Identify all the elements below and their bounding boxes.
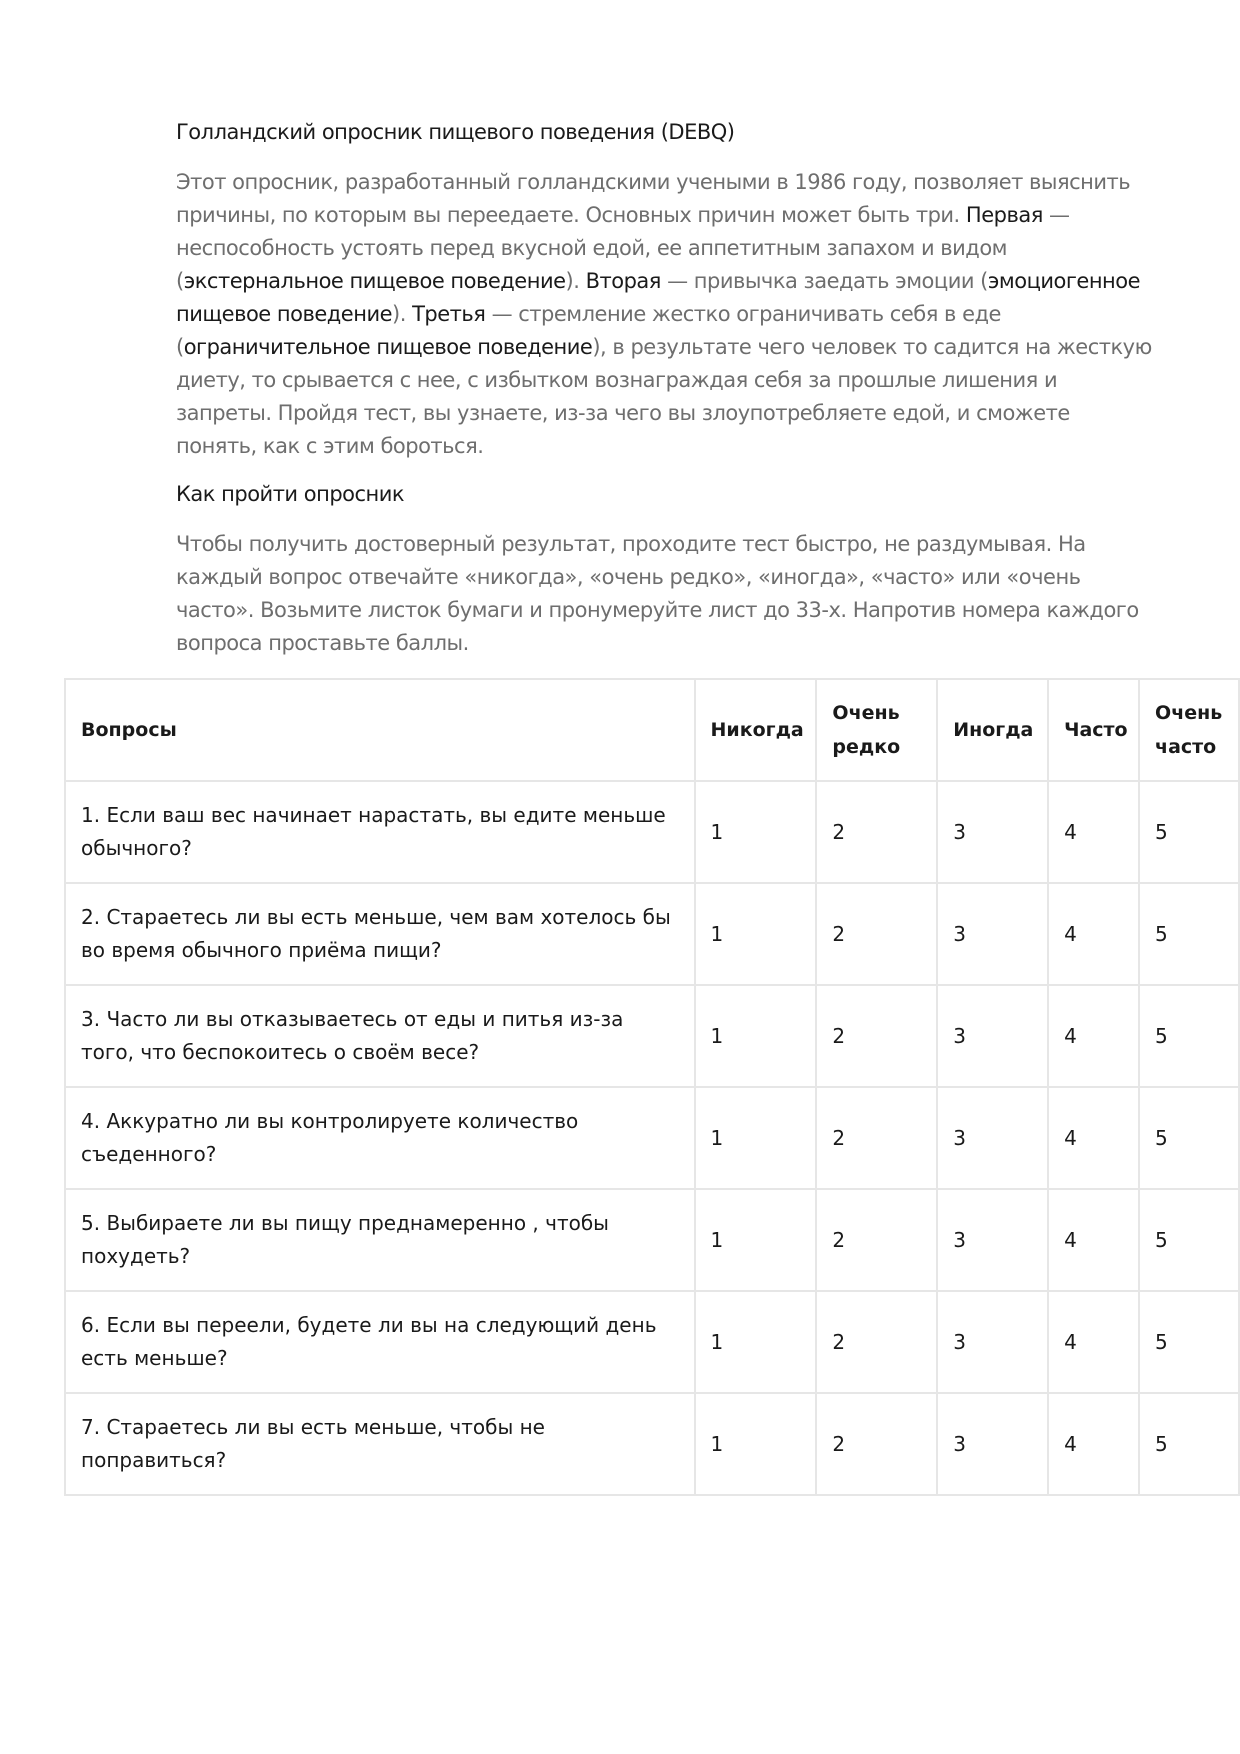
score-cell: 3 [937, 1393, 1048, 1495]
intro-text-7: ), в результате чего человек то садится на жесткую диету, то срывается с нее, с избытком вознаграждая себя за прошлые лишения и запреты. Пройдя тест, вы узнаете, из-за чего вы злоупотребляете едой, и сможете понять, как с этим бороться. [176, 335, 1152, 458]
header-sometimes: Иногда [937, 679, 1048, 781]
document-title: Голландский опросник пищевого поведения (DEBQ) [176, 120, 735, 144]
question-text: 1. Если ваш вес начинает нарастать, вы едите меньше обычного? [65, 781, 695, 883]
question-text: 6. Если вы переели, будете ли вы на следующий день есть меньше? [65, 1291, 695, 1393]
instructions-paragraph: Чтобы получить достоверный результат, проходите тест быстро, не раздумывая. На каждый вопрос отвечайте «никогда», «очень редко», «иногда», «часто» или «очень часто». Возьмите листок бумаги и пронумеруйте лист до 33-х. Напротив номера каждого вопроса проставьте баллы. [176, 532, 1139, 655]
table-row [65, 781, 1239, 883]
score-cell: 5 [1139, 1393, 1239, 1495]
score-cell: 1 [695, 1189, 817, 1291]
header-very-often: Очень часто [1139, 679, 1239, 781]
score-cell: 1 [695, 985, 817, 1087]
table-row [65, 883, 1239, 985]
score-cell: 5 [1139, 1189, 1239, 1291]
header-often: Часто [1048, 679, 1139, 781]
table-header-row [65, 679, 1239, 781]
score-cell: 3 [937, 781, 1048, 883]
intro-text-2: — неспособность устоять перед вкусной едой, ее аппетитным запахом и видом ( [176, 203, 1070, 293]
score-cell: 3 [937, 1291, 1048, 1393]
external-behavior-term: экстернальное пищевое поведение [183, 269, 566, 293]
table-row [65, 1393, 1239, 1495]
header-never: Никогда [695, 679, 817, 781]
score-cell: 1 [695, 1291, 817, 1393]
score-cell: 3 [937, 985, 1048, 1087]
score-cell: 2 [816, 781, 937, 883]
score-cell: 2 [816, 883, 937, 985]
table-row [65, 1291, 1239, 1393]
score-cell: 4 [1048, 985, 1139, 1087]
third-cause-label: Третья [412, 302, 486, 326]
table-row [65, 985, 1239, 1087]
section-heading-how-to: Как пройти опросник [176, 482, 405, 506]
restrained-behavior-term: ограничительное пищевое поведение [183, 335, 593, 359]
score-cell: 5 [1139, 1087, 1239, 1189]
second-cause-label: Вторая [585, 269, 661, 293]
question-text: 5. Выбираете ли вы пищу преднамеренно , чтобы похудеть? [65, 1189, 695, 1291]
question-text: 7. Стараетесь ли вы есть меньше, чтобы не поправиться? [65, 1393, 695, 1495]
score-cell: 2 [816, 1087, 937, 1189]
score-cell: 5 [1139, 985, 1239, 1087]
score-cell: 2 [816, 985, 937, 1087]
score-cell: 2 [816, 1393, 937, 1495]
question-text: 4. Аккуратно ли вы контролируете количество съеденного? [65, 1087, 695, 1189]
intro-text-1: Этот опросник, разработанный голландскими учеными в 1986 году, позволяет выяснить причины, по которым вы переедаете. Основных причин может быть три. [176, 170, 1131, 227]
score-cell: 3 [937, 1189, 1048, 1291]
score-cell: 1 [695, 781, 817, 883]
score-cell: 1 [695, 883, 817, 985]
score-cell: 4 [1048, 1087, 1139, 1189]
intro-text-4: — привычка заедать эмоции ( [660, 269, 988, 293]
score-cell: 4 [1048, 781, 1139, 883]
score-cell: 5 [1139, 781, 1239, 883]
table-row [65, 1087, 1239, 1189]
intro-text-5: ). [392, 302, 413, 326]
header-very-rarely: Очень редко [816, 679, 937, 781]
score-cell: 1 [695, 1393, 817, 1495]
question-text: 3. Часто ли вы отказываетесь от еды и питья из-за того, что беспокоитесь о своём весе? [65, 985, 695, 1087]
intro-paragraph [176, 166, 1156, 463]
table-row [65, 1189, 1239, 1291]
intro-text-6: — стремление жестко ограничивать себя в еде ( [176, 302, 1001, 359]
score-cell: 4 [1048, 1291, 1139, 1393]
header-questions: Вопросы [65, 679, 695, 781]
score-cell: 3 [937, 1087, 1048, 1189]
score-cell: 2 [816, 1189, 937, 1291]
score-cell: 4 [1048, 883, 1139, 985]
score-cell: 1 [695, 1087, 817, 1189]
score-cell: 5 [1139, 883, 1239, 985]
score-cell: 3 [937, 883, 1048, 985]
score-cell: 4 [1048, 1189, 1139, 1291]
score-cell: 2 [816, 1291, 937, 1393]
intro-text-3: ). [565, 269, 586, 293]
emotional-behavior-term: эмоциогенное пищевое поведение [176, 269, 1141, 326]
questionnaire-table [64, 678, 1240, 1496]
first-cause-label: Первая [965, 203, 1043, 227]
score-cell: 4 [1048, 1393, 1139, 1495]
score-cell: 5 [1139, 1291, 1239, 1393]
question-text: 2. Стараетесь ли вы есть меньше, чем вам хотелось бы во время обычного приёма пищи? [65, 883, 695, 985]
